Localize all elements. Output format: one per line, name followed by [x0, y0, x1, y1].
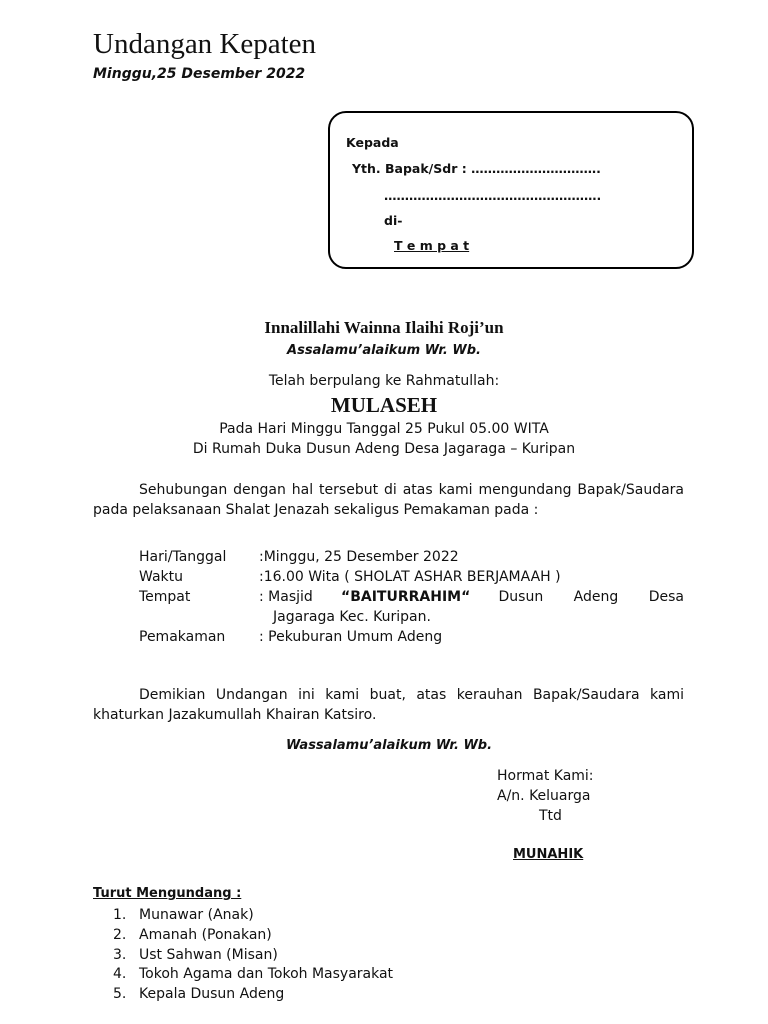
address-di: di-: [384, 213, 403, 228]
address-tempat: T e m p a t: [394, 238, 470, 253]
hormat-text: Hormat Kami:: [497, 768, 594, 784]
turut-heading: Turut Mengundang :: [93, 886, 242, 901]
ttd-text: Ttd: [539, 808, 562, 824]
address-box: [328, 111, 694, 269]
deceased-name: MULASEH: [330, 393, 438, 417]
closing-paragraph: Demikian Undangan ini kami buat, atas kerauhan Bapak/Saudara kami khaturkan Jazakumullah Khairan Katsiro.: [93, 687, 684, 723]
tempat-prefix: : Masjid: [259, 589, 313, 605]
tempat-label: Tempat: [139, 589, 191, 605]
list-item: 5. Kepala Dusun Adeng: [113, 986, 285, 1003]
tempat-line2: Jagaraga Kec. Kuripan.: [273, 609, 431, 625]
document-date: Minggu,25 Desember 2022: [93, 66, 306, 82]
signatory-name: MUNAHIK: [513, 847, 584, 862]
turut-list: [113, 906, 393, 1005]
waktu-value: :16.00 Wita ( SHOLAT ASHAR BERJAMAAH ): [259, 569, 561, 585]
berpulang-text: Telah berpulang ke Rahmatullah:: [268, 373, 500, 389]
tempat-suffix: Dusun Adeng Desa: [498, 589, 684, 605]
place-line: Di Rumah Duka Dusun Adeng Desa Jagaraga – Kuripan: [192, 441, 576, 457]
pemakaman-value: : Pekuburan Umum Adeng: [259, 629, 443, 645]
address-dots: …………………………………………….: [384, 188, 602, 203]
pemakaman-label: Pemakaman: [139, 629, 226, 645]
tempat-value: [259, 589, 684, 605]
address-kepada: Kepada: [346, 135, 399, 150]
hari-label: Hari/Tanggal: [139, 549, 227, 565]
hari-value: :Minggu, 25 Desember 2022: [259, 549, 459, 565]
document-title: Undangan Kepaten: [93, 28, 317, 60]
an-keluarga: A/n. Keluarga: [497, 788, 591, 804]
list-item: 3. Ust Sahwan (Misan): [113, 946, 278, 963]
salam-heading: Assalamu’alaikum Wr. Wb.: [287, 343, 481, 358]
wassalam-text: Wassalamu’alaikum Wr. Wb.: [285, 738, 493, 753]
masjid-name: “BAITURRAHIM“: [341, 589, 471, 605]
innalillahi-heading: Innalillahi Wainna Ilaihi Roji’un: [264, 318, 504, 337]
address-yth: Yth. Bapak/Sdr : ………………………….: [352, 161, 601, 176]
list-item: 4. Tokoh Agama dan Tokoh Masyarakat: [113, 966, 394, 983]
intro-paragraph: Sehubungan dengan hal tersebut di atas kami mengundang Bapak/Saudara pada pelaksanaan Shalat Jenazah sekaligus Pemakaman pada :: [93, 482, 684, 518]
list-item: 1. Munawar (Anak): [113, 907, 254, 923]
time-line: Pada Hari Minggu Tanggal 25 Pukul 05.00 WITA: [219, 421, 549, 437]
list-item: 2. Amanah (Ponakan): [113, 926, 272, 943]
waktu-label: Waktu: [139, 569, 183, 585]
